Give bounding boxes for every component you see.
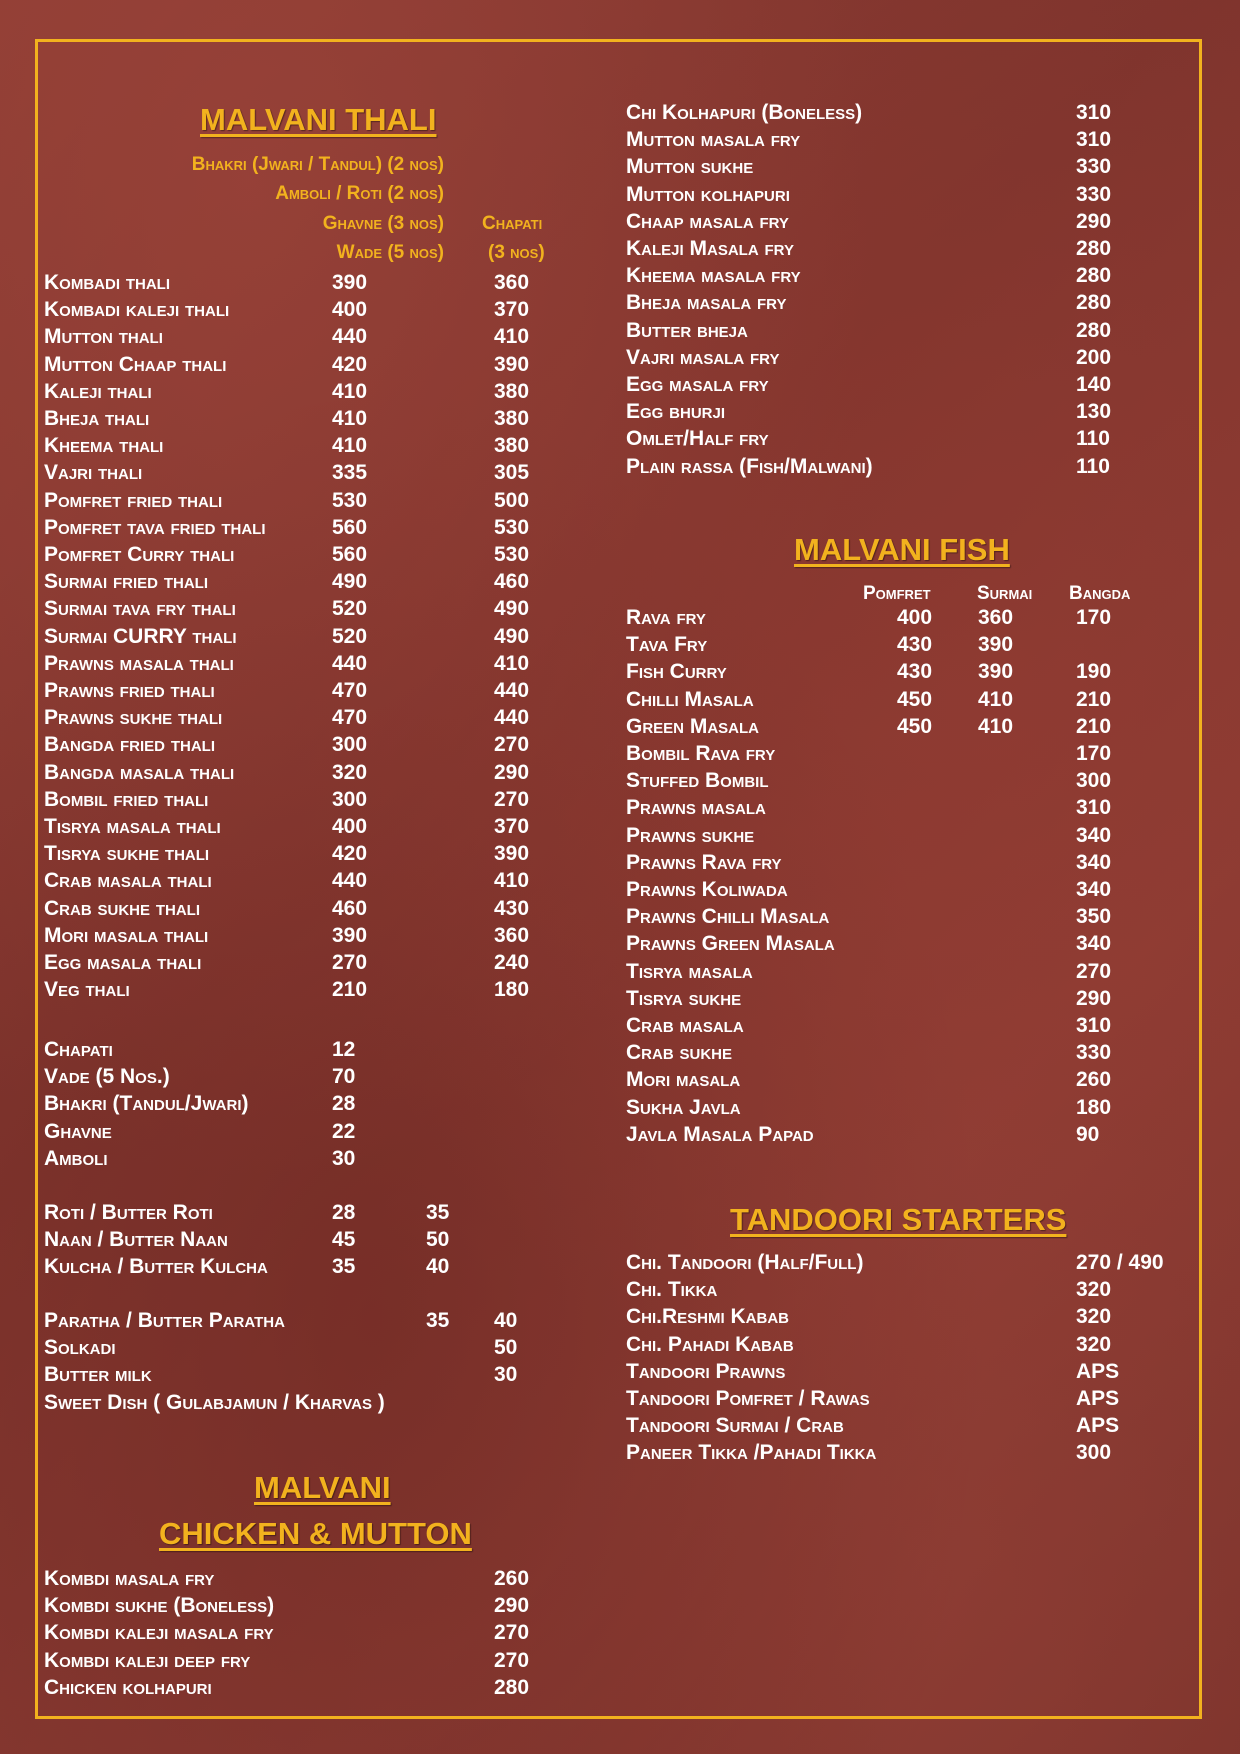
item-price: 560 [332,543,368,566]
item-name: Sukha Javla [626,1095,741,1119]
item-price: 330 [1076,155,1112,179]
item-price-chapati: 380 [494,434,530,458]
item-name: Fish Curry [626,660,727,684]
item-price: 280 [1076,237,1112,260]
item-name: Butter milk [44,1363,152,1387]
item-price: 30 [332,1146,356,1170]
chapati-header-count: (3 nos) [488,242,545,263]
chicken-mutton-title-line1: MALVANI [254,1470,391,1505]
item-name: Prawns masala [626,796,766,820]
item-price: 110 [1076,427,1110,451]
item-name: Kombadi thali [44,271,170,294]
item-price: 170 [1076,742,1112,765]
item-price: 530 [332,488,368,512]
item-price: 310 [1076,128,1112,152]
item-price: 320 [1076,1278,1112,1302]
item-price-chapati: 390 [494,352,530,376]
item-price-chapati: 270 [494,733,530,757]
item-price-chapati: 270 [494,787,530,811]
item-price: 270 [494,1621,530,1645]
item-name: Bheja thali [44,407,150,430]
item-price: 340 [1076,823,1112,847]
item-name: Green Masala [626,714,760,738]
item-price: 420 [332,842,368,866]
breads-list [44,1036,584,1176]
item-name: Mori masala thali [44,923,209,947]
item-name: Amboli [44,1146,108,1170]
item-price-chapati: 290 [494,760,530,784]
item-price-chapati: 305 [494,461,530,485]
item-price-chapati: 180 [494,978,530,1002]
price-pomfret: 450 [897,714,933,738]
roti-list [44,1199,584,1283]
item-name: Stuffed Bombil [626,769,769,793]
item-price: 410 [332,379,368,403]
item-name: Prawns Rava fry [626,850,782,874]
thali-header-line: Wade (5 nos) [336,242,444,263]
item-price-chapati: 380 [494,379,530,403]
item-price: 330 [1076,1041,1112,1065]
item-name: Crab masala [626,1014,744,1037]
item-name: Crab sukhe thali [44,896,200,920]
item-price: 270 / 490 [1076,1251,1164,1274]
item-name: Chi. Tandoori (Half/Full) [626,1251,864,1274]
item-price-chapati: 380 [494,407,530,430]
item-price: 260 [494,1567,530,1590]
item-name: Kaleji Masala fry [626,237,794,260]
fish-col-surmai: Surmai [977,583,1033,604]
item-name: Mutton kolhapuri [626,182,790,206]
item-price: 210 [332,978,368,1002]
item-price-chapati: 490 [494,624,530,648]
item-price-butter: 35 [426,1201,450,1224]
item-price-chapati: 500 [494,488,530,512]
thali-header-line: Amboli / Roti (2 nos) [275,183,444,204]
thali-list [44,269,584,1009]
item-name: Solkadi [44,1336,116,1360]
item-price: 440 [332,651,368,675]
item-price: 470 [332,706,368,730]
item-name: Crab masala thali [44,869,212,893]
item-name: Egg masala fry [626,373,769,396]
item-price: 410 [332,407,368,430]
item-name: Chi.Reshmi Kabab [626,1305,790,1329]
thali-header-line: Ghavne (3 nos) [322,213,444,234]
item-price-chapati: 370 [494,815,530,838]
price-bangda: 170 [1076,606,1112,629]
item-name: Chaap masala fry [626,209,789,233]
item-name: Kombadi kaleji thali [44,298,230,322]
item-price: 180 [1076,1095,1112,1119]
item-name: Bombil fried thali [44,787,209,811]
item-price-butter: 40 [426,1255,450,1279]
price-surmai: 410 [978,714,1014,738]
item-price: 400 [332,815,368,838]
item-name: Chapati [44,1038,113,1061]
item-name: Surmai fried thali [44,570,208,594]
item-price-chapati: 410 [494,651,530,675]
item-name: Mutton Chaap thali [44,352,227,376]
item-price-chapati: 490 [494,597,530,621]
item-name: Prawns sukhe thali [44,706,223,730]
item-price-chapati: 460 [494,570,530,594]
item-price: 410 [332,434,368,458]
item-price: 460 [332,896,368,920]
item-name: Kombdi kaleji deep fry [44,1648,251,1672]
item-name: Egg bhurji [626,400,726,424]
item-name: Prawns Chilli Masala [626,905,830,929]
item-name: Surmai tava fry thali [44,597,236,621]
item-name: Mutton sukhe [626,155,754,179]
tandoori-list [626,1249,1196,1469]
item-name: Pomfret fried thali [44,488,223,512]
item-name: Veg thali [44,978,130,1002]
item-name: Vajri masala fry [626,345,780,369]
item-name: Bangda masala thali [44,760,235,784]
item-name: Prawns Green Masala [626,932,835,956]
fish-list [626,740,1196,1150]
item-name: Paratha / Butter Paratha [44,1309,285,1332]
item-name: Kombdi masala fry [44,1567,215,1590]
item-price-chapati: 440 [494,679,530,702]
item-name: Ghavne [44,1119,112,1143]
item-price: 520 [332,597,368,621]
extras-list [44,1307,584,1417]
item-price: 140 [1076,373,1112,396]
item-price: 280 [494,1675,530,1699]
item-price: 520 [332,624,368,648]
item-price: 280 [1076,318,1112,342]
thali-header-line: Bhakri (Jwari / Tandul) (2 nos) [191,154,444,175]
item-price-chapati: 240 [494,951,530,974]
item-price-chapati: 440 [494,706,530,730]
item-name: Kheema masala fry [626,264,801,288]
left-column [44,0,584,1754]
item-name: Kombdi kaleji masala fry [44,1621,274,1645]
item-name: Plain rassa (Fish/Malwani) [626,454,873,478]
item-price: 440 [332,325,368,349]
item-price-chapati: 430 [494,896,530,920]
item-price: 45 [332,1228,356,1252]
chicken-mutton-list-left [44,1565,584,1705]
item-name: Pomfret Curry thali [44,543,235,566]
item-price-chapati: 360 [494,271,530,294]
item-price-chapati: 530 [494,543,530,566]
item-price: 12 [332,1038,356,1061]
item-price: 340 [1076,878,1112,901]
item-price: 22 [332,1119,356,1143]
price-bangda: 210 [1076,714,1112,738]
item-price: APS [1076,1414,1120,1438]
item-name: Chi. Tikka [626,1278,718,1302]
price-surmai: 360 [978,606,1014,629]
item-name: Rava fry [626,606,706,629]
item-name: Mori masala [626,1068,741,1092]
item-name: Naan / Butter Naan [44,1228,228,1252]
item-price: 330 [1076,182,1112,206]
item-price: 390 [332,923,368,947]
item-name: Kheema thali [44,434,164,458]
price-surmai: 390 [978,633,1014,657]
item-price: 300 [332,787,368,811]
item-price: 300 [1076,1441,1112,1465]
item-price: 260 [1076,1068,1112,1092]
item-name: Mutton masala fry [626,128,801,152]
item-name: Prawns Koliwada [626,878,788,901]
item-price: 35 [332,1255,356,1279]
item-price: 290 [1076,986,1112,1010]
item-name: Chi Kolhapuri (Boneless) [626,101,863,124]
item-price: 70 [332,1065,356,1089]
item-name: Tava Fry [626,633,708,657]
item-name: Butter bheja [626,318,748,342]
item-name: Mutton thali [44,325,163,349]
item-price: 130 [1076,400,1112,424]
item-price-chapati: 530 [494,515,530,539]
item-price: 110 [1076,454,1110,478]
item-price: 270 [1076,959,1112,983]
item-price: 440 [332,869,368,893]
item-name: Crab sukhe [626,1041,733,1065]
item-price: 320 [1076,1305,1112,1329]
item-name: Sweet Dish ( Gulabjamun / Kharvas ) [44,1390,385,1414]
item-name: Bhakri (Tandul/Jwari) [44,1092,249,1116]
item-price: APS [1076,1387,1120,1410]
item-name: Prawns sukhe [626,823,755,847]
item-price: 420 [332,352,368,376]
item-name: Vade (5 Nos.) [44,1065,170,1089]
item-price-chapati: 410 [494,869,530,893]
item-price: 490 [332,570,368,594]
item-name: Prawns masala thali [44,651,234,675]
fish-col-pomfret: Pomfret [863,583,931,604]
price-surmai: 390 [978,660,1014,684]
item-name: Tisrya sukhe thali [44,842,210,866]
item-price: 310 [1076,101,1112,124]
fish-col-bangda: Bangda [1069,583,1131,604]
item-name: Prawns fried thali [44,679,215,702]
fish-title: MALVANI FISH [794,532,1010,567]
item-price: 35 [426,1309,450,1332]
item-price: APS [1076,1359,1120,1383]
item-price: 300 [1076,769,1112,793]
item-price: 310 [1076,796,1112,820]
item-price: 200 [1076,345,1112,369]
price-pomfret: 430 [897,660,933,684]
item-price-butter: 40 [494,1309,518,1332]
fish-multi-list [626,604,1196,744]
item-name: Tandoori Pomfret / Rawas [626,1387,870,1410]
item-price: 340 [1076,850,1112,874]
item-price: 270 [494,1648,530,1672]
item-name: Omlet/Half fry [626,427,769,451]
item-price: 335 [332,461,368,485]
item-name: Paneer Tikka /Pahadi Tikka [626,1441,877,1465]
item-price: 290 [494,1594,530,1618]
item-price: 270 [332,951,368,974]
price-bangda: 190 [1076,660,1112,684]
chicken-mutton-list-right [626,99,1196,489]
item-price-chapati: 390 [494,842,530,866]
right-column [626,0,1196,1754]
item-price: 320 [1076,1332,1112,1356]
item-price: 28 [332,1092,356,1116]
item-price: 320 [332,760,368,784]
item-name: Egg masala thali [44,951,202,974]
chicken-mutton-title-line2: CHICKEN & MUTTON [159,1516,472,1551]
thali-title: MALVANI THALI [200,102,437,137]
price-pomfret: 430 [897,633,933,657]
item-name: Tisrya sukhe [626,986,742,1010]
price-pomfret: 400 [897,606,933,629]
tandoori-title: TANDOORI STARTERS [730,1202,1067,1237]
price-bangda: 210 [1076,687,1112,711]
chapati-header: Chapati [482,213,543,234]
item-price: 340 [1076,932,1112,956]
item-name: Tandoori Surmai / Crab [626,1414,844,1438]
item-name: Chicken kolhapuri [44,1675,212,1699]
item-price: 400 [332,298,368,322]
item-name: Javla Masala Papad [626,1122,814,1146]
item-name: Tisrya masala thali [44,815,221,838]
item-name: Bangda fried thali [44,733,215,757]
item-price-butter: 50 [494,1336,518,1360]
item-price-chapati: 410 [494,325,530,349]
item-price: 470 [332,679,368,702]
item-name: Kaleji thali [44,379,152,403]
item-price: 280 [1076,264,1112,288]
item-name: Pomfret tava fried thali [44,515,266,539]
item-price: 280 [1076,291,1112,315]
item-price-butter: 30 [494,1363,518,1387]
item-name: Bheja masala fry [626,291,787,315]
item-price: 310 [1076,1014,1112,1037]
item-name: Tisrya masala [626,959,753,983]
price-surmai: 410 [978,687,1014,711]
item-name: Surmai CURRY thali [44,624,237,648]
item-price: 28 [332,1201,356,1224]
item-price: 350 [1076,905,1112,929]
item-price-butter: 50 [426,1228,450,1252]
item-price: 300 [332,733,368,757]
item-name: Kombdi sukhe (Boneless) [44,1594,275,1618]
item-name: Vajri thali [44,461,143,485]
item-name: Kulcha / Butter Kulcha [44,1255,268,1279]
item-name: Roti / Butter Roti [44,1201,213,1224]
item-price: 90 [1076,1122,1100,1146]
item-price: 290 [1076,209,1112,233]
item-price: 560 [332,515,368,539]
item-name: Tandoori Prawns [626,1359,786,1383]
item-name: Chilli Masala [626,687,754,711]
item-name: Bombil Rava fry [626,742,776,765]
item-price-chapati: 360 [494,923,530,947]
item-price-chapati: 370 [494,298,530,322]
item-name: Chi. Pahadi Kabab [626,1332,794,1356]
price-pomfret: 450 [897,687,933,711]
item-price: 390 [332,271,368,294]
